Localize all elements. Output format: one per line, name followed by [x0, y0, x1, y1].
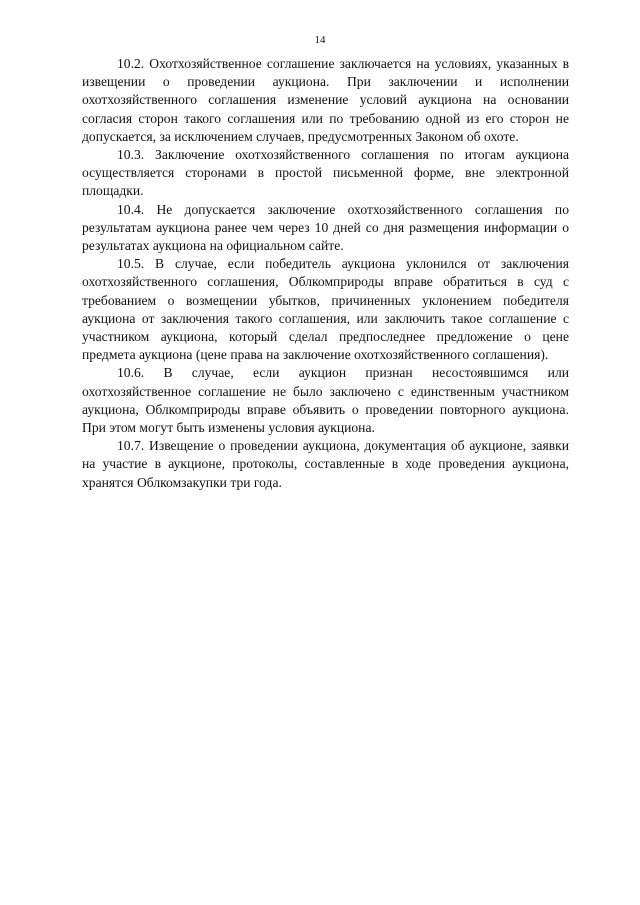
paragraph-10-6: 10.6. В случае, если аукцион признан несостоявшимся или охотхозяйственное соглашение не было заключено с единственным участником аукциона, Облкомприроды вправе объявить о проведении повторного аукциона. При этом могут быть изменены условия аукциона. [82, 365, 569, 436]
paragraph-10-4: 10.4. Не допускается заключение охотхозяйственного соглашения по результатам аукциона ранее чем через 10 дней со дня размещения информации о результатах аукциона на официальном сайте. [82, 201, 569, 254]
paragraph-10-7: 10.7. Извещение о проведении аукциона, документация об аукционе, заявки на участие в аукционе, протоколы, составленные в ходе проведения аукциона, хранятся Облкомзакупки три года. [82, 438, 569, 490]
document-body [82, 55, 569, 492]
paragraph-10-5: 10.5. В случае, если победитель аукциона уклонился от заключения охотхозяйственного соглашения, Облкомприроды вправе обратиться в суд с требованием о возмещении убытков, причиненных уклонением победителя аукциона от заключения такого соглашения, или заключить такое соглашение с участником аукциона, который сделал предпоследнее предложение о цене предмета аукциона (цене права на заключение охотхозяйственного соглашения). [82, 256, 569, 363]
page-number: 14 [314, 34, 326, 46]
paragraph-10-3: 10.3. Заключение охотхозяйственного соглашения по итогам аукциона осуществляется сторонами в простой письменной форме, вне электронной площадки. [82, 147, 569, 199]
paragraph-10-2: 10.2. Охотхозяйственное соглашение заключается на условиях, указанных в извещении о проведении аукциона. При заключении и исполнении охотхозяйственного соглашения изменение условий аукциона на основании согласия сторон такого соглашения или по требованию одной из его сторон не допускается, за исключением случаев, предусмотренных Законом об охоте. [82, 56, 569, 144]
